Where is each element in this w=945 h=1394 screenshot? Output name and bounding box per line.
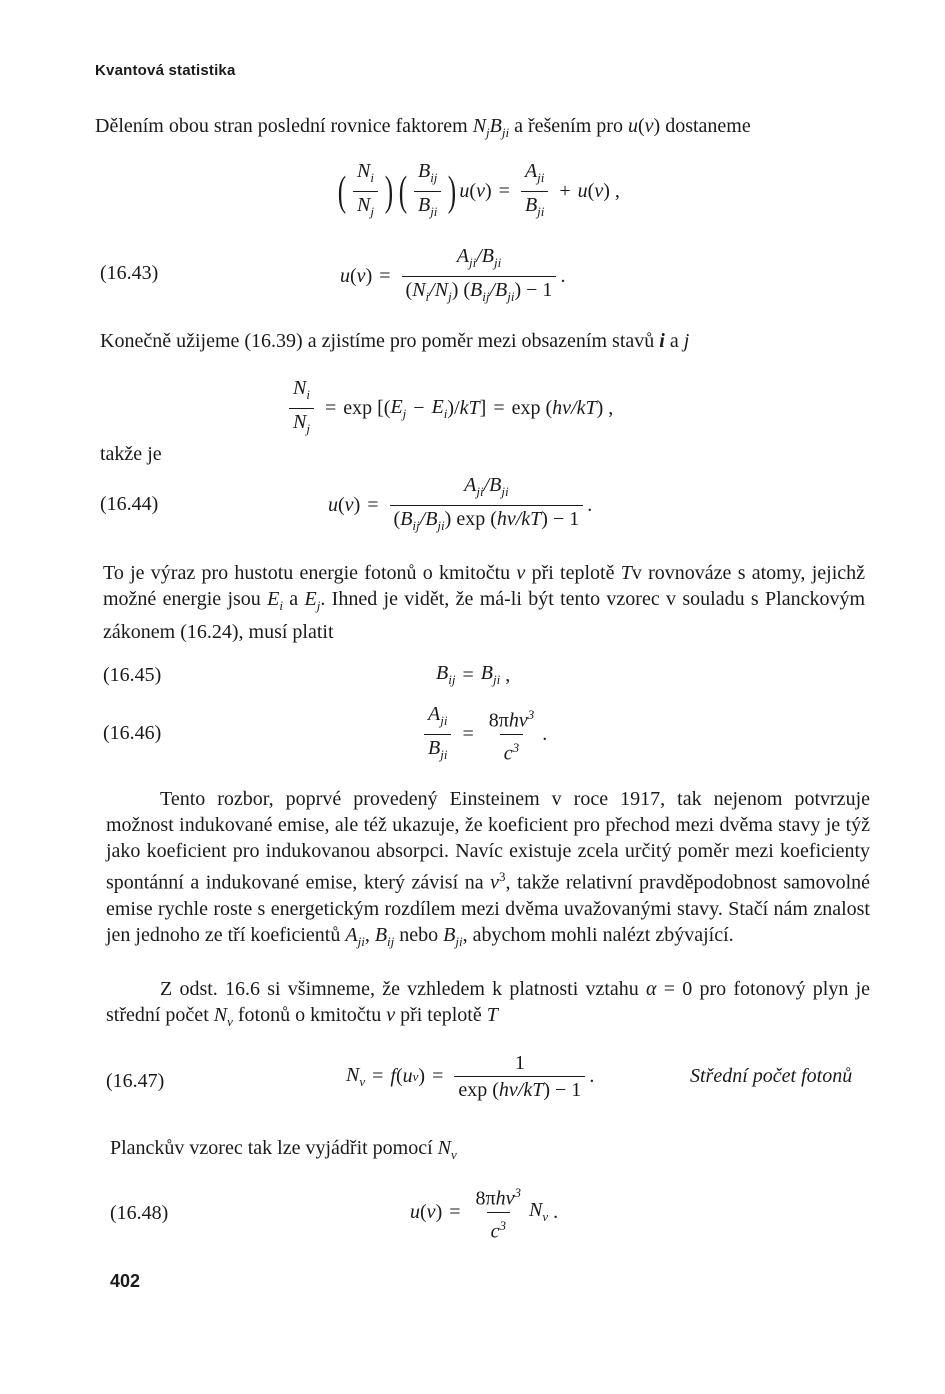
equation-number-16-46: (16.46) bbox=[103, 722, 162, 744]
equation-16-46: $\frac{A_{ji}}{B_{ji}}$ = $\frac{8\pi h\nu^3}{c^3}$ . bbox=[420, 703, 547, 766]
paragraph-energy-density: To je výraz pro hustotu energie fotonů o kmitočtu ν při teplotě Tv rovnováze s atomy, jejichž možné energie jsou $E_i$ a $E_j$. Ihned je vidět, že má-li být tento vzorec v souladu s Planckovým zákonem (16.24), musí platit bbox=[103, 562, 866, 643]
paragraph-ratio: Konečně užijeme (16.39) a zjistíme pro poměr mezi obsazením stavů i a j bbox=[100, 330, 690, 352]
text-takze-je: takže je bbox=[100, 443, 162, 465]
equation-number-16-48: (16.48) bbox=[110, 1202, 169, 1224]
equation-number-16-47: (16.47) bbox=[106, 1070, 165, 1092]
equation-16-45: $B_{ij}$ = $B_{ji}$ , bbox=[436, 662, 511, 687]
equation-16-48: u ( ν ) = $\frac{8\pi h\nu^3}{c^3}$ $N_\nu$ . bbox=[410, 1185, 559, 1243]
running-header: Kvantová statistika bbox=[95, 62, 236, 79]
page-number: 402 bbox=[110, 1271, 141, 1291]
paragraph-planck-formula: Planckův vzorec tak lze vyjádřit pomocí $N_\nu$ bbox=[110, 1137, 457, 1162]
equation-number-16-45: (16.45) bbox=[103, 664, 162, 686]
equation-boltzmann-ratio: $\frac{N_i}{N_j}$ = exp [( $E_j$ − $E_i$ )/ kT ] = exp ( hν/kT ) , bbox=[285, 377, 613, 440]
paragraph-intro: Dělením obou stran poslední rovnice faktorem $N_jB_{ji}$ a řešením pro u(ν) dostaneme bbox=[95, 115, 751, 140]
equation-number-16-43: (16.43) bbox=[100, 262, 159, 284]
equation-16-43: u ( ν ) = $\frac{A_{ji}/B_{ji}}{(N_i/N_j) (B_{ij}/B_{ji}) - 1}$ . bbox=[340, 245, 565, 308]
paragraph-einstein-analysis: Tento rozbor, poprvé provedený Einsteinem v roce 1917, tak nejenom potvrzuje možnost indukované emise, ale též ukazuje, že koeficient pro přechod mezi dvěma stavy je týž jako koeficient pro indukovanou absorpci. Navíc existuje zcela určitý poměr mezi koeficienty spontánní a indukované emise, který závisí na $\nu^3$, takže relativní pravděpodobnost samovolné emise rychle roste s energetickým rozdílem mezi dvěma uvažovanými stavy. Stačí nám znalost jen jednoho ze tří koeficientů $A_{ji}$, $B_{ij}$ nebo $B_{ji}$, abychom mohli nalézt zbývající. bbox=[106, 788, 871, 949]
equation-number-16-44: (16.44) bbox=[100, 493, 159, 515]
paragraph-photon-gas: Z odst. 16.6 si všimneme, že vzhledem k platnosti vztahu α = 0 pro fotonový plyn je střední počet $N_\nu$ fotonů o kmitočtu ν při teplotě T bbox=[106, 978, 871, 1029]
equation-16-44: u ( ν ) = $\frac{A_{ji}/B_{ji}}{(B_{ij}/B_{ji}) \exp (h\nu/kT) - 1}$ . bbox=[328, 474, 592, 537]
margin-note-mean-photon-number: Střední počet fotonů bbox=[690, 1065, 853, 1087]
equation-16-47: $N_\nu$ = f ( u ν ) = $\frac{1}{\exp (h\nu/kT) - 1}$ . bbox=[346, 1052, 595, 1101]
equation-intermediate: ( $\frac{N_i}{N_j}$ ) ( $\frac{B_{ij}}{B_{ji}}$ ) u ( ν ) = $\frac{A_{ji}}{B_{ji}}$ + u ( ν ) , bbox=[335, 160, 620, 223]
